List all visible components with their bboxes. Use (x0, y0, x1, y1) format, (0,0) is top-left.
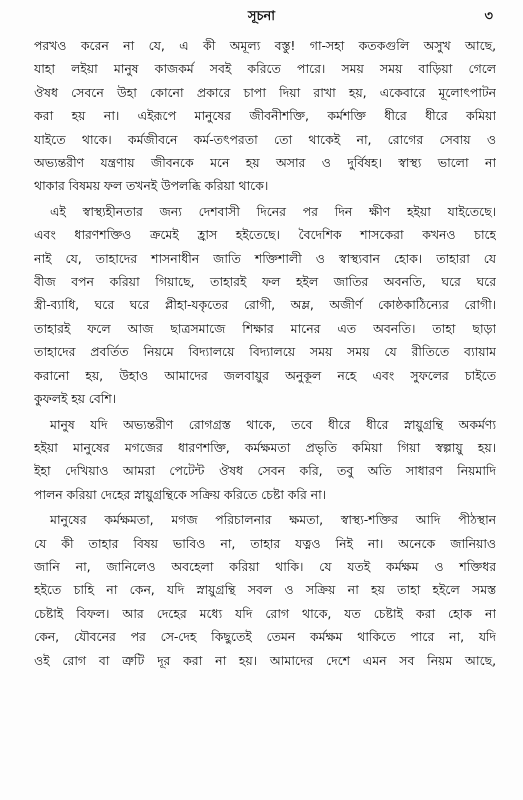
text-line: ইহা দেখিয়াও আমরা পেটেন্ট ঔষধ সেবন করি, তবু অতি সাধারণ নিয়মাদি (34, 463, 496, 479)
text-line: মানুষ যদি অভ্যন্তরীণ রোগগ্রস্ত থাকে, তবে ধীরে ধীরে স্নায়ুগ্রন্থি অকর্মণ্য (50, 416, 496, 432)
text-line: স্ত্রী-ব্যাধি, ঘরে ঘরে প্লীহা-যকৃতের রোগী, অম্ল, অজীর্ণ কোষ্ঠকাঠিন্যের রোগী। (34, 297, 496, 313)
paragraph (34, 413, 496, 507)
text-line: করা হয় না। এইরূপে মানুষের জীবনীশক্তি, কর্মশক্তি ধীরে ধীরে কমিয়া (34, 108, 496, 124)
running-title: সূচনা (247, 9, 276, 24)
text-line: এই স্বাস্থ্যহীনতার জন্য দেশবাসী দিনের পর দিন ক্ষীণ হইয়া যাইতেছে। (50, 203, 496, 219)
text-line: পরখও করেন না যে, এ কী অমূল্য বস্তু! গা-সহা কতকগুলি অসুখ আছে, (34, 38, 496, 53)
text-line: যাইতে থাকে। কর্মজীবনে কর্ম-তৎপরতা তো থাকেই না, রোগের সেবায় ও (34, 131, 496, 147)
text-line: যে কী তাহার বিষয় ভাবিও না, তাহার যত্নও নিই না। অনেকে জানিয়াও (34, 535, 496, 551)
text-line: অভ্যন্তরীণ যন্ত্রণায় জীবনকে মনে হয় অসার ও দুর্বিষহ। স্বাস্থ্য ভালো না (34, 155, 496, 171)
text-line: বীজ বপন করিয়া গিয়াছে, তাহারই ফল হইল জাতির অবনতি, ঘরে ঘরে (34, 274, 496, 290)
text-line: থাকার বিষময় ফল তখনই উপলব্ধি করিয়া থাকে। (34, 178, 269, 194)
text-line: জানি না, জানিলেও অবহেলা করিয়া থাকি। যে যতই কর্মক্ষম ও শক্তিধর (34, 558, 496, 574)
text-line: হইয়া মানুষের মগজের ধারণশক্তি, কর্মক্ষমতা প্রভৃতি কমিয়া গিয়া স্বল্পায়ু হয়। (34, 439, 496, 455)
text-line: নাই যে, তাহাদের শাসনাধীন জাতি শক্তিশালী ও স্বাস্থ্যবান হোক। তাহারা যে (34, 250, 496, 266)
paragraph (34, 200, 496, 411)
text-line: যাহা লইয়া মানুষ কাজকর্ম সবই করিতে পারে। সময় সময় বাড়িয়া গেলে (34, 61, 496, 77)
text-line: ওই রোগ বা ত্রুটি দূর করা না হয়। আমাদের দেশে এমন সব নিয়ম আছে, (34, 652, 496, 668)
page-number: ৩ (484, 9, 493, 24)
text-line: কুফলই হয় বেশি। (34, 391, 117, 407)
paragraph (34, 508, 496, 672)
body-text (34, 34, 496, 674)
text-line: কেন, যৌবনের পর সে-দেহ কিছুতেই তেমন কর্মক্ষম থাকিতে পারে না, যদি (34, 629, 496, 645)
text-line: এবং ধারণশক্তিও ক্রমেই হ্রাস হইতেছে। বৈদেশিক শাসকেরা কখনও চাহে (34, 227, 496, 243)
text-line: মানুষের কর্মক্ষমতা, মগজ পরিচালনার ক্ষমতা, স্বাস্থ্য-শক্তির আদি পীঠস্থান (50, 512, 496, 528)
text-line: ঔষধ সেবনে উহা কোনো প্রকারে চাপা দিয়া রাখা হয়, একেবারে মূলোৎপাটন (34, 84, 496, 100)
text-line: হইতে চাহি না কেন, যদি স্নায়ুগ্রন্থি সবল ও সক্রিয় না হয় তাহা হইলে সমস্ত (34, 582, 496, 598)
text-line: তাহারই ফলে আজ ছাত্রসমাজে শিক্ষার মানের এত অবনতি। তাহা ছাড়া (34, 320, 496, 336)
text-line: করানো হয়, উহাও আমাদের জলবায়ুর অনুকূল নহে এবং সুফলের চাইতে (34, 367, 496, 383)
text-line: চেষ্টাই বিফল। আর দেহের মধ্যে যদি রোগ থাকে, যত চেষ্টাই করা হোক না (34, 605, 496, 621)
text-line: তাহাদের প্রবর্তিত নিয়মে বিদ্যালয়ে বিদ্যালয়ে সময় সময় যে রীতিতে ব্যায়াম (34, 344, 496, 360)
page-header (0, 6, 523, 28)
text-line: পালন করিয়া দেহের স্নায়ুগ্রন্থিকে সক্রিয় করিতে চেষ্টা করি না। (34, 486, 326, 502)
paragraph (34, 34, 496, 198)
